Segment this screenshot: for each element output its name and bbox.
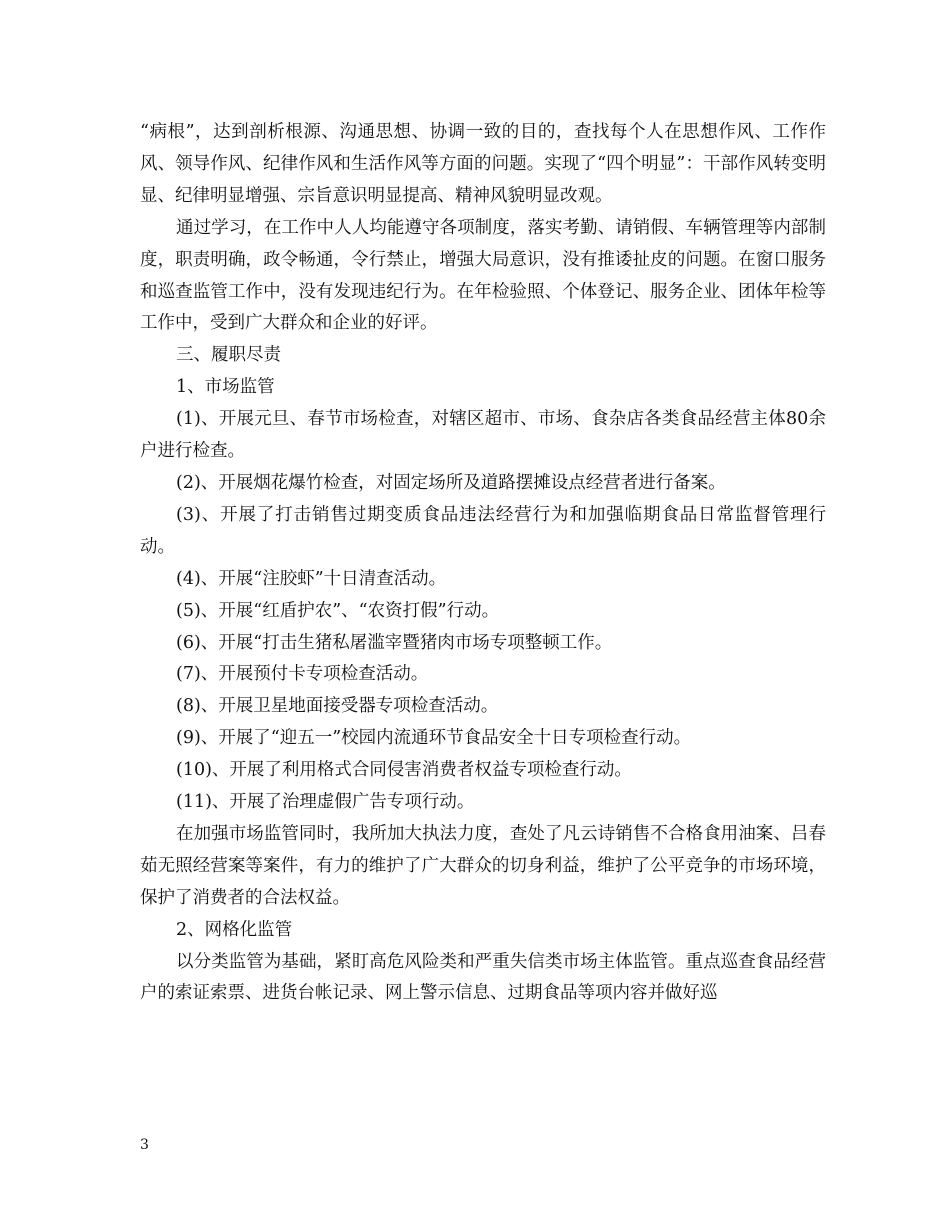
list-item-1: (1)、开展元旦、春节市场检查，对辖区超市、市场、食杂店各类食品经营主体80余户进行检查。 [140, 409, 826, 462]
paragraph-enforcement: 在加强市场监管同时，我所加大执法力度，查处了凡云诗销售不合格食用油案、吕春茹无照经营案等案件，有力的维护了广大群众的切身利益，维护了公平竞争的市场环境，保护了消费者的合法权益。 [140, 823, 826, 908]
list-item-7: (7)、开展预付卡专项检查活动。 [176, 664, 429, 685]
list-item-10: (10)、开展了利用格式合同侵害消费者权益专项检查行动。 [176, 760, 632, 781]
list-item-9: (9)、开展了“迎五一”校园内流通环节食品安全十日专项检查行动。 [176, 728, 692, 749]
list-item-4: (4)、开展“注胶虾”十日清查活动。 [176, 568, 447, 589]
list-item-2: (2)、开展烟花爆竹检查，对固定场所及道路摆摊设点经营者进行备案。 [176, 472, 726, 493]
section-heading-3: 三、履职尽责 [176, 345, 281, 366]
document-body [140, 117, 826, 1010]
list-item-5: (5)、开展“红盾护农”、“农资打假”行动。 [176, 600, 500, 621]
paragraph-1: “病根”，达到剖析根源、沟通思想、协调一致的目的，查找每个人在思想作风、工作作风、领导作风、纪律作风和生活作风等方面的问题。实现了“四个明显”：干部作风转变明显、纪律明显增强、宗旨意识明显提高、精神风貌明显改观。 [140, 122, 826, 206]
list-item-3: (3)、开展了打击销售过期变质食品违法经营行为和加强临期食品日常监督管理行动。 [140, 504, 826, 557]
page-number: 3 [140, 1137, 149, 1153]
paragraph-2: 通过学习，在工作中人人均能遵守各项制度，落实考勤、请销假、车辆管理等内部制度，职责明确，政令畅通，令行禁止，增强大局意识，没有推诿扯皮的问题。在窗口服务和巡查监管工作中，没有发现违纪行为。在年检验照、个体登记、服务企业、团体年检等工作中，受到广大群众和企业的好评。 [140, 217, 826, 334]
subsection-heading-2: 2、网格化监管 [176, 919, 293, 940]
list-item-8: (8)、开展卫星地面接受器专项检查活动。 [176, 696, 499, 717]
paragraph-grid-supervision: 以分类监管为基础，紧盯高危风险类和严重失信类市场主体监管。重点巡查食品经营户的索证索票、进货台帐记录、网上警示信息、过期食品等项内容并做好巡 [140, 951, 826, 1004]
subsection-heading-1: 1、市场监管 [176, 377, 275, 398]
list-item-11: (11)、开展了治理虚假广告专项行动。 [176, 792, 475, 813]
list-item-6: (6)、开展“打击生猪私屠滥宰暨猪肉市场专项整顿工作。 [176, 632, 613, 653]
